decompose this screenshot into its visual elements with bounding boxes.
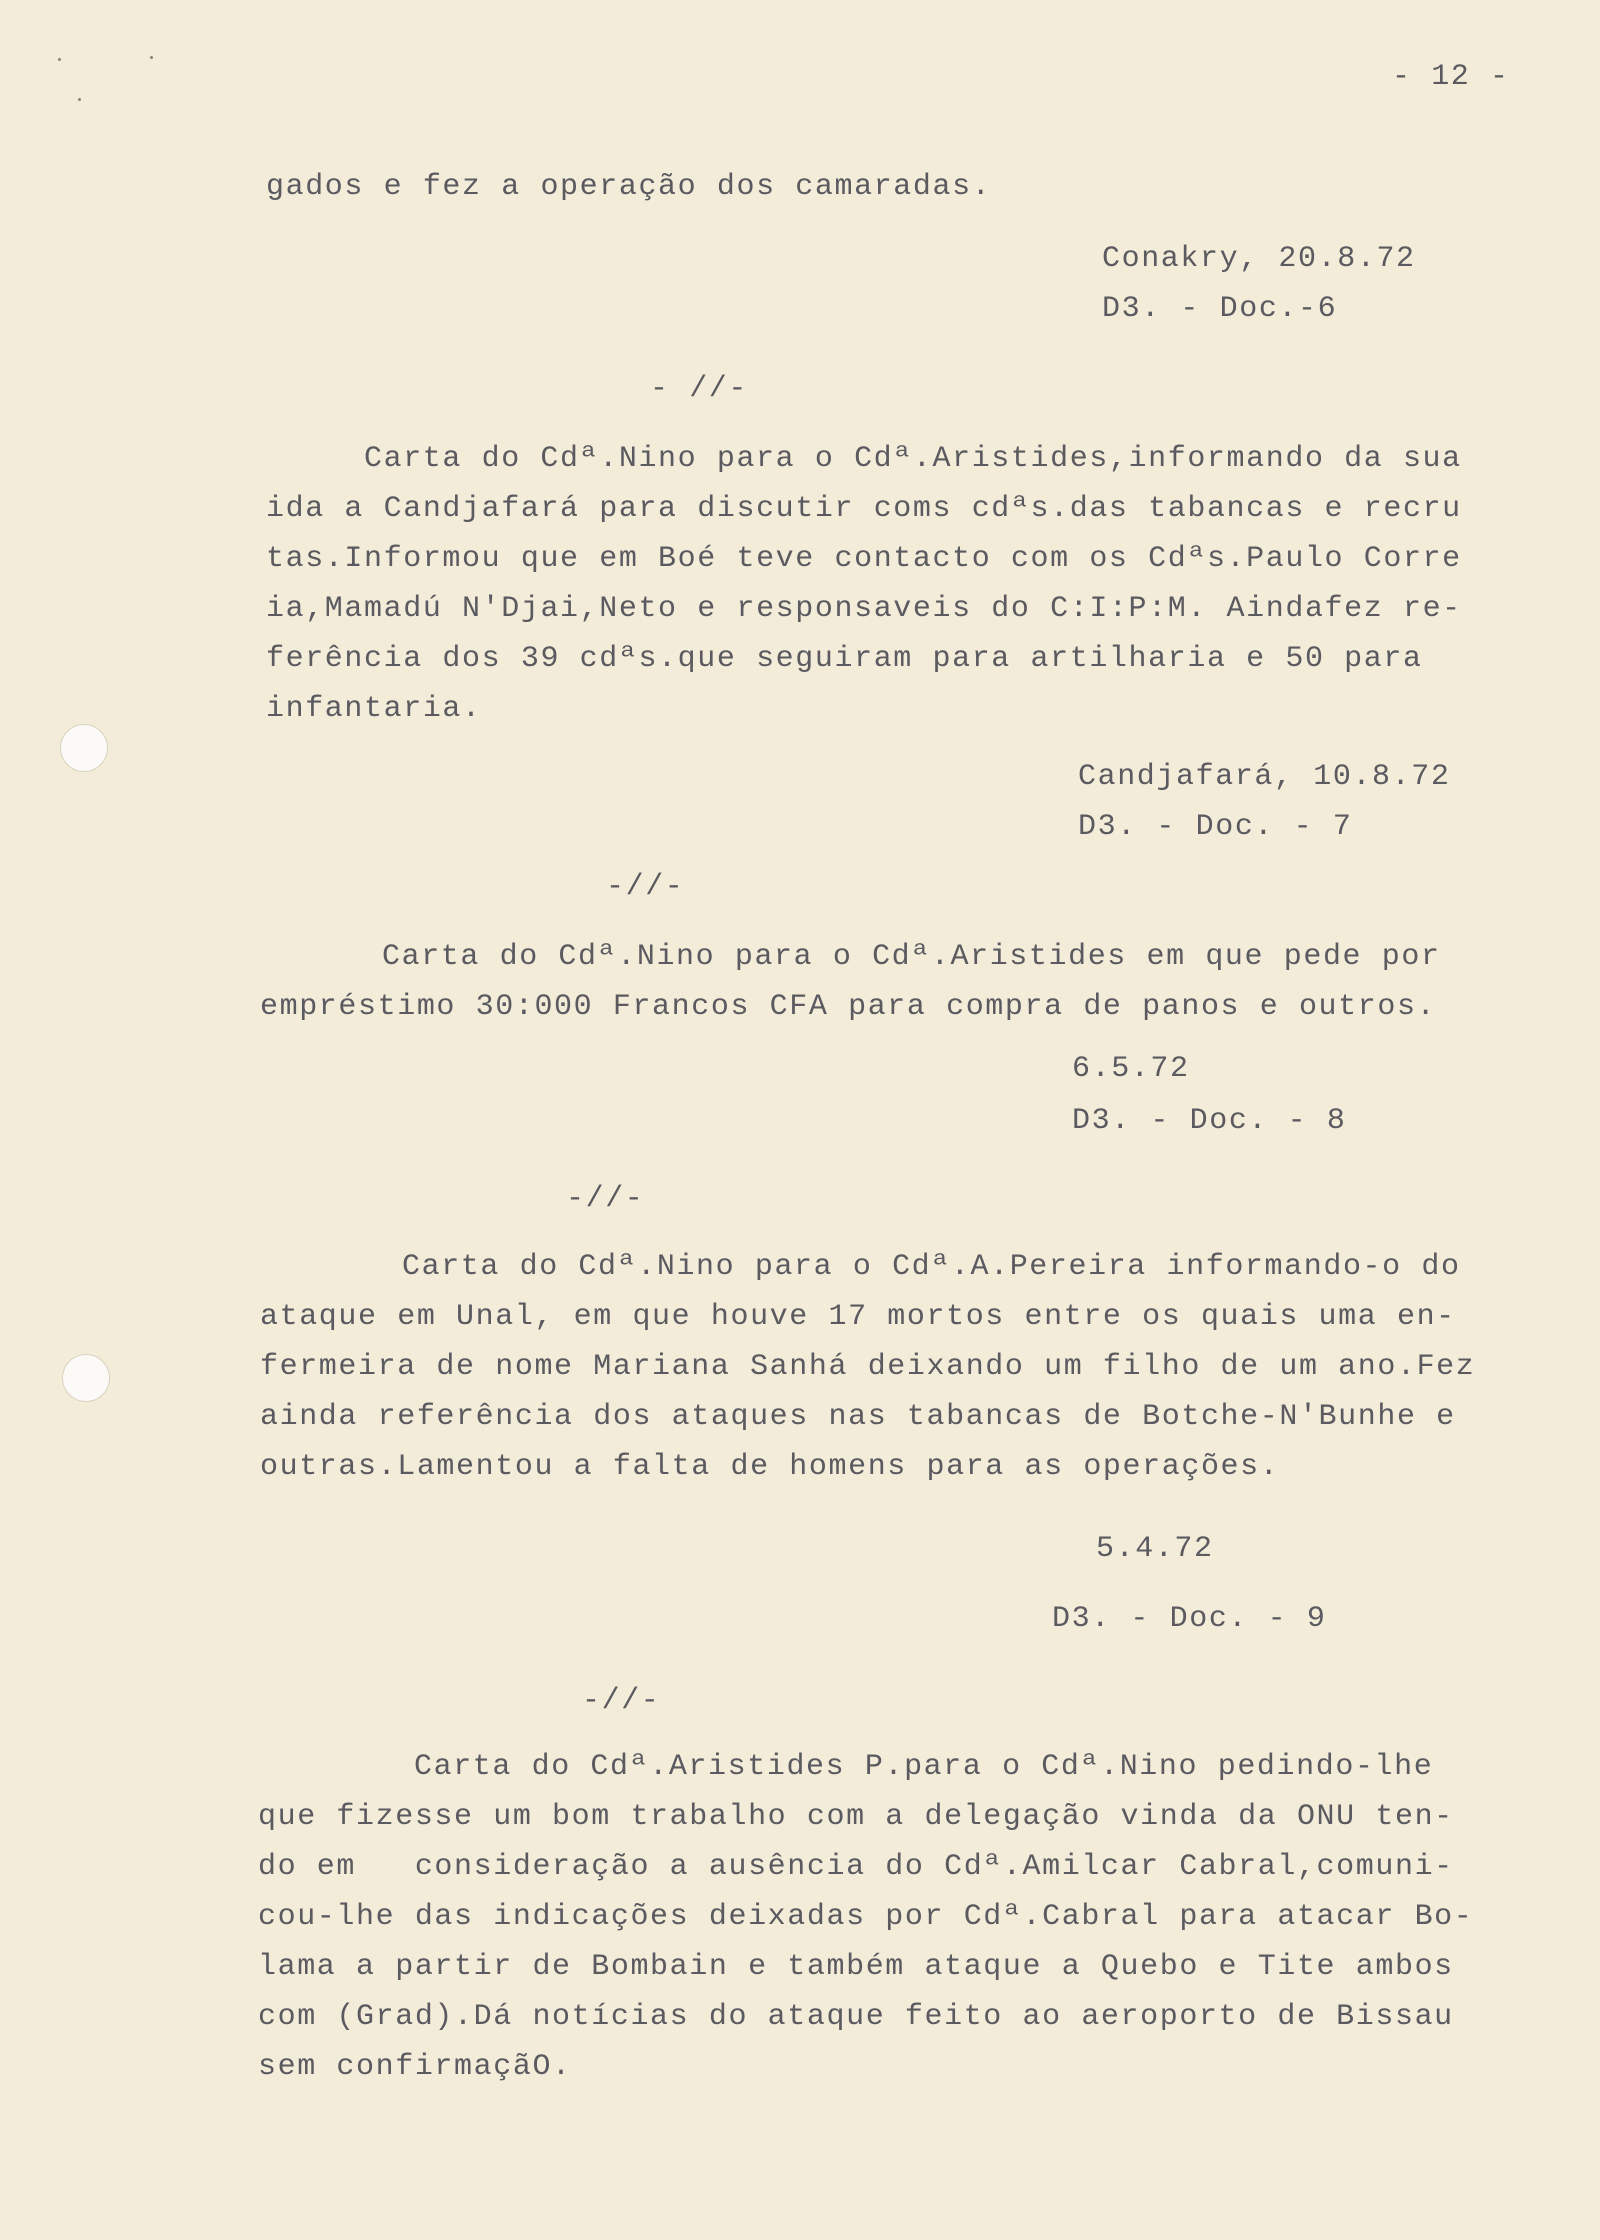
- separator: -//-: [606, 870, 685, 904]
- separator: -//-: [582, 1684, 661, 1718]
- entry-line: Carta do Cdª.Aristides P.para o Cdª.Nino pedindo-lhe: [414, 1750, 1434, 1784]
- entry-line: ainda referência dos ataques nas tabancas de Botche-N'Bunhe e: [260, 1400, 1456, 1434]
- place-date: 5.4.72: [1096, 1532, 1214, 1566]
- entry-line: tas.Informou que em Boé teve contacto com os Cdªs.Paulo Corre: [266, 542, 1462, 576]
- place-date: 6.5.72: [1072, 1052, 1190, 1086]
- separator: - //-: [650, 372, 749, 406]
- entry-line: lama a partir de Bombain e também ataque a Quebo e Tite ambos: [258, 1950, 1454, 1984]
- entry-line: Carta do Cdª.Nino para o Cdª.Aristides,informando da sua: [364, 442, 1462, 476]
- doc-reference: D3. - Doc. - 9: [1052, 1602, 1327, 1636]
- page-number: - 12 -: [1392, 60, 1510, 94]
- entry-line: fermeira de nome Mariana Sanhá deixando um filho de um ano.Fez: [260, 1350, 1476, 1384]
- entry-line: ida a Candjafará para discutir coms cdªs.das tabancas e recru: [266, 492, 1462, 526]
- punch-hole-top: [60, 724, 108, 772]
- paper-speck: [78, 98, 81, 101]
- entry-line: infantaria.: [266, 692, 482, 726]
- entry-line: outras.Lamentou a falta de homens para as operações.: [260, 1450, 1280, 1484]
- doc-reference: D3. - Doc.-6: [1102, 292, 1338, 326]
- entry-line: sem confirmaçãO.: [258, 2050, 572, 2084]
- entry-line: ia,Mamadú N'Djai,Neto e responsaveis do C:I:P:M. Aindafez re-: [266, 592, 1462, 626]
- entry-line: Carta do Cdª.Nino para o Cdª.Aristides em que pede por: [382, 940, 1441, 974]
- doc-reference: D3. - Doc. - 7: [1078, 810, 1353, 844]
- entry-line: do em consideração a ausência do Cdª.Amilcar Cabral,comuni-: [258, 1850, 1454, 1884]
- place-date: Candjafará, 10.8.72: [1078, 760, 1451, 794]
- entry-line: cou-lhe das indicações deixadas por Cdª.Cabral para atacar Bo-: [258, 1900, 1474, 1934]
- entry-line: ataque em Unal, em que houve 17 mortos entre os quais uma en-: [260, 1300, 1456, 1334]
- place-date: Conakry, 20.8.72: [1102, 242, 1416, 276]
- paper-speck: [150, 56, 153, 59]
- entry-line: empréstimo 30:000 Francos CFA para compra de panos e outros.: [260, 990, 1437, 1024]
- paper-speck: [58, 58, 61, 61]
- doc-reference: D3. - Doc. - 8: [1072, 1104, 1347, 1138]
- entry-line: ferência dos 39 cdªs.que seguiram para artilharia e 50 para: [266, 642, 1423, 676]
- entry-line: que fizesse um bom trabalho com a delegação vinda da ONU ten-: [258, 1800, 1454, 1834]
- punch-hole-bottom: [62, 1354, 110, 1402]
- intro-line: gados e fez a operação dos camaradas.: [266, 170, 992, 204]
- entry-line: com (Grad).Dá notícias do ataque feito ao aeroporto de Bissau: [258, 2000, 1454, 2034]
- entry-line: Carta do Cdª.Nino para o Cdª.A.Pereira informando-o do: [402, 1250, 1461, 1284]
- separator: -//-: [566, 1182, 645, 1216]
